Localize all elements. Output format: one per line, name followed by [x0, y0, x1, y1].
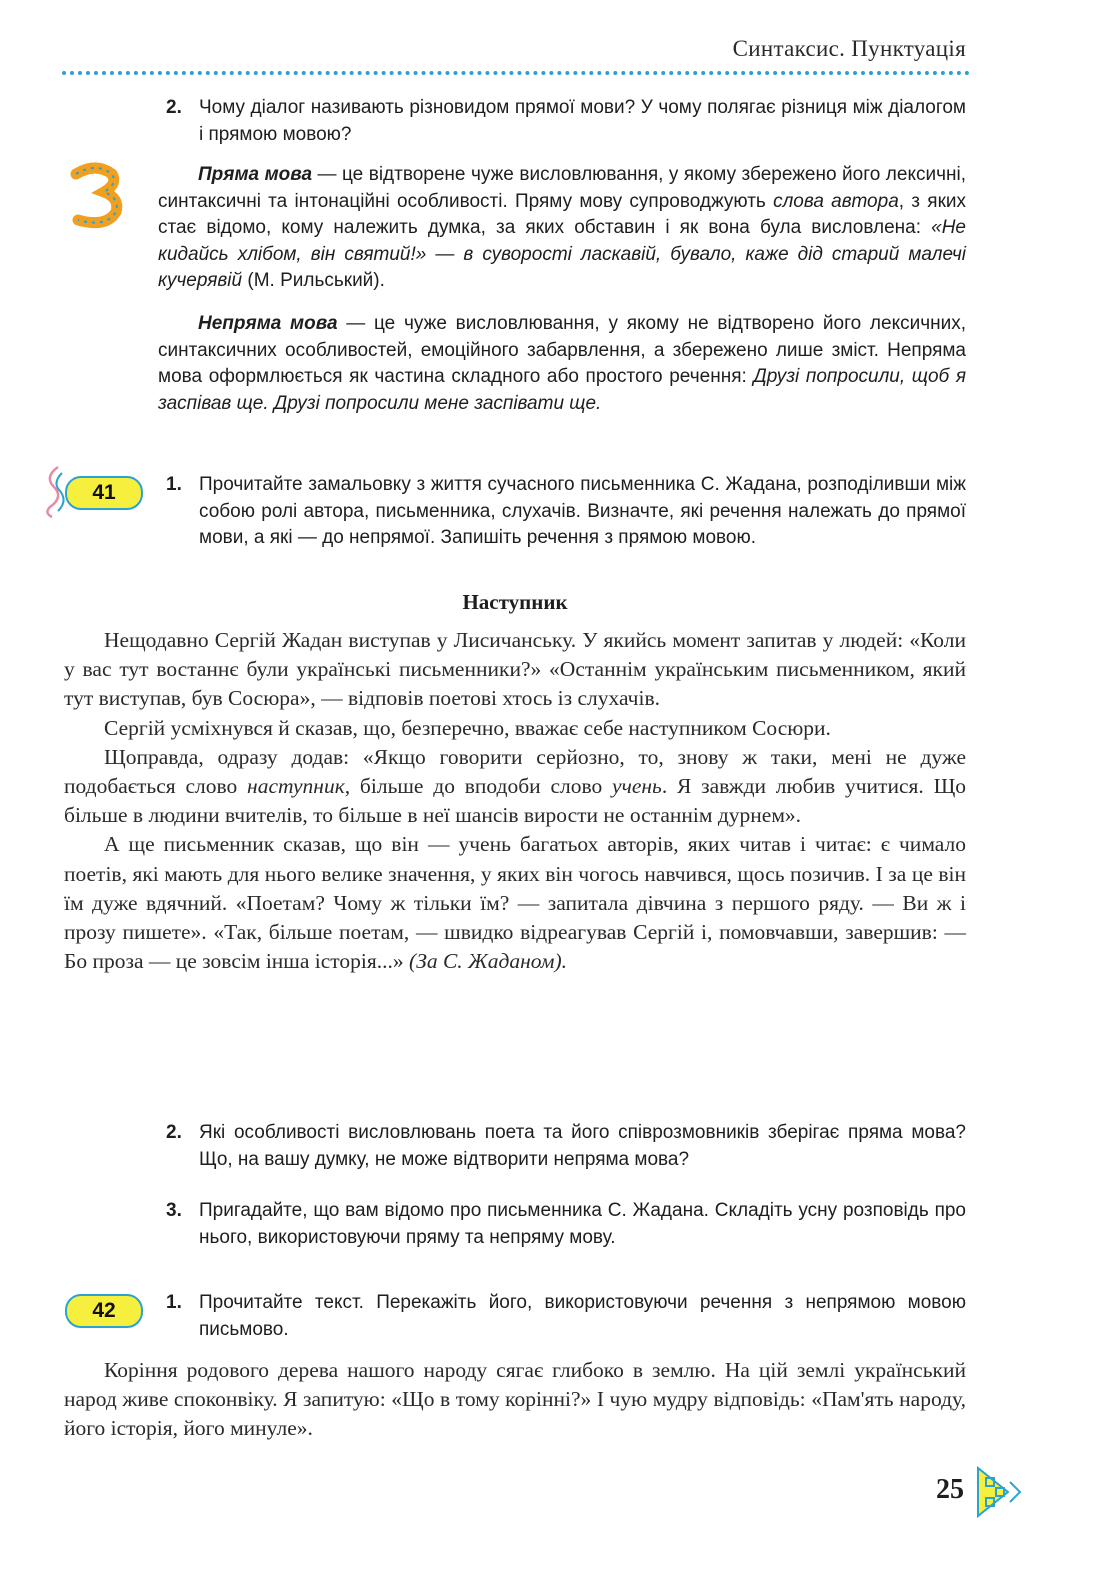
- paragraph: Нещодавно Сергій Жадан виступав у Лисичанську. У якийсь момент запитав у людей: «Коли у вас тут востаннє були українські письменники?» «Останнім українським письменником, який тут виступав, був Сосюра», — відповів поетові хтось із слухачів.: [64, 628, 966, 711]
- letter-z-ornament-icon: [66, 160, 126, 230]
- exercise-41-question-1: [166, 472, 966, 552]
- paragraph: [64, 743, 966, 831]
- exercise-42-badge: 42: [65, 1294, 143, 1328]
- paragraph: Коріння родового дерева нашого народу сягає глибоко в землю. На цій землі український народ живе споконвіку. Я запитую: «Що в тому корінні?» І чую мудру відповідь: «Пам'ять народу, його історія, його минуле».: [64, 1358, 966, 1441]
- paragraph: [64, 830, 966, 976]
- question-text: Прочитайте замальовку з життя сучасного письменника С. Жадана, розподіливши між собою ролі автора, письменника, слухачів. Визначте, які речення належать до прямої мови, а які — до непрямої. Запишіть речення з прямою мовою.: [199, 474, 966, 548]
- rule-example: Друзі попросили, щоб я заспівав ще. Друзі попросили мене заспівати ще.: [158, 366, 966, 414]
- exercise-41-badge: 41: [65, 476, 143, 510]
- page-header-title: Синтаксис. Пунктуація: [732, 36, 966, 61]
- rule-direct-speech: [158, 162, 966, 295]
- rule-text: — це чуже висловлювання, у якому не відтворено його лексичних, синтаксичних особливостей, емоційного забарвлення, а збережено лише зміст. Непряма мова оформлюється як частина складного або простого речення:: [158, 313, 966, 387]
- text-span: , більше до вподоби слово: [344, 774, 613, 799]
- question-number: 2.: [166, 97, 182, 118]
- text-source: (За С. Жаданом).: [409, 949, 567, 974]
- paragraph: Сергій усміхнувся й сказав, що, безперечно, вважає себе наступником Сосюри.: [104, 715, 831, 740]
- question-text: Чому діалог називають різновидом прямої мови? У чому полягає різниця між діалогом і прямою мовою?: [199, 97, 966, 145]
- exercise-41-question-3: [166, 1198, 966, 1251]
- text-italic: учень: [612, 774, 662, 799]
- question-number: 2.: [166, 1122, 182, 1143]
- term-direct-speech: Пряма мова: [198, 164, 313, 185]
- question-2-top: [166, 95, 966, 148]
- text-title: Наступник: [462, 590, 568, 614]
- term-indirect-speech: Непряма мова: [198, 313, 338, 334]
- page-number: 25: [936, 1474, 964, 1505]
- rule-indirect-speech: [158, 311, 966, 417]
- reading-text-41: [64, 626, 966, 976]
- text-span: А ще письменник сказав, що він — учень багатьох авторів, яких читав і читає: є чимало поетів, які мають для нього велике значення, у яких він чогось навчився, щось позичив. І за це він їм дуже вдячний. «Поетам? Чому ж тільки їм? — запитала дівчина з першого ряду. — Ви ж і прозу пишете». «Так, більше поетам, — швидко відреагував Сергій і, помовчавши, завершив: — Бо проза — це зовсім інша історія...»: [64, 832, 966, 974]
- question-text: Пригадайте, що вам відомо про письменника С. Жадана. Складіть усну розповідь про нього, використовуючи пряму та непряму мову.: [199, 1200, 966, 1248]
- reading-text-42: [64, 1356, 966, 1444]
- exercise-41-question-2: [166, 1120, 966, 1173]
- text-span: Щоправда, одразу додав: «Якщо говорити серйозно, то, знову ж таки, мені не дуже подобається слово: [64, 744, 966, 799]
- question-number: 3.: [166, 1200, 182, 1221]
- exercise-42-question-1: [166, 1290, 966, 1343]
- rule-text: , з яких стає відомо, кому належить думка, за яких обставин і як вона була висловлена:: [158, 190, 966, 238]
- question-text: Прочитайте текст. Перекажіть його, використовуючи речення з непрямою мовою письмово.: [199, 1292, 966, 1340]
- text-span: . Я завжди любив учитися. Що більше в людини вчителів, то більше в неї шансів вирости не останнім дурнем».: [64, 774, 967, 828]
- arrow-ornament-icon: [974, 1462, 1024, 1522]
- rule-example: «Не кидайсь хлібом, він святий!» — в суворості ласкавій, бувало, каже дід старий малечі кучерявій: [158, 217, 966, 291]
- question-number: 1.: [166, 1292, 182, 1313]
- text-italic: наступник: [247, 774, 345, 799]
- rule-source: (М. Рильський).: [242, 270, 385, 291]
- header-divider: [62, 71, 970, 75]
- rule-text: — це відтворене чуже висловлювання, у якому збережено його лексичні, синтаксичні та інтонаційні особливості. Пряму мову супроводжують: [158, 164, 966, 212]
- rule-italic: слова автора: [773, 190, 899, 212]
- question-text: Які особливості висловлювань поета та його співрозмовників зберігає пряма мова? Що, на вашу думку, не може відтворити непряма мова?: [199, 1122, 966, 1170]
- question-number: 1.: [166, 474, 182, 495]
